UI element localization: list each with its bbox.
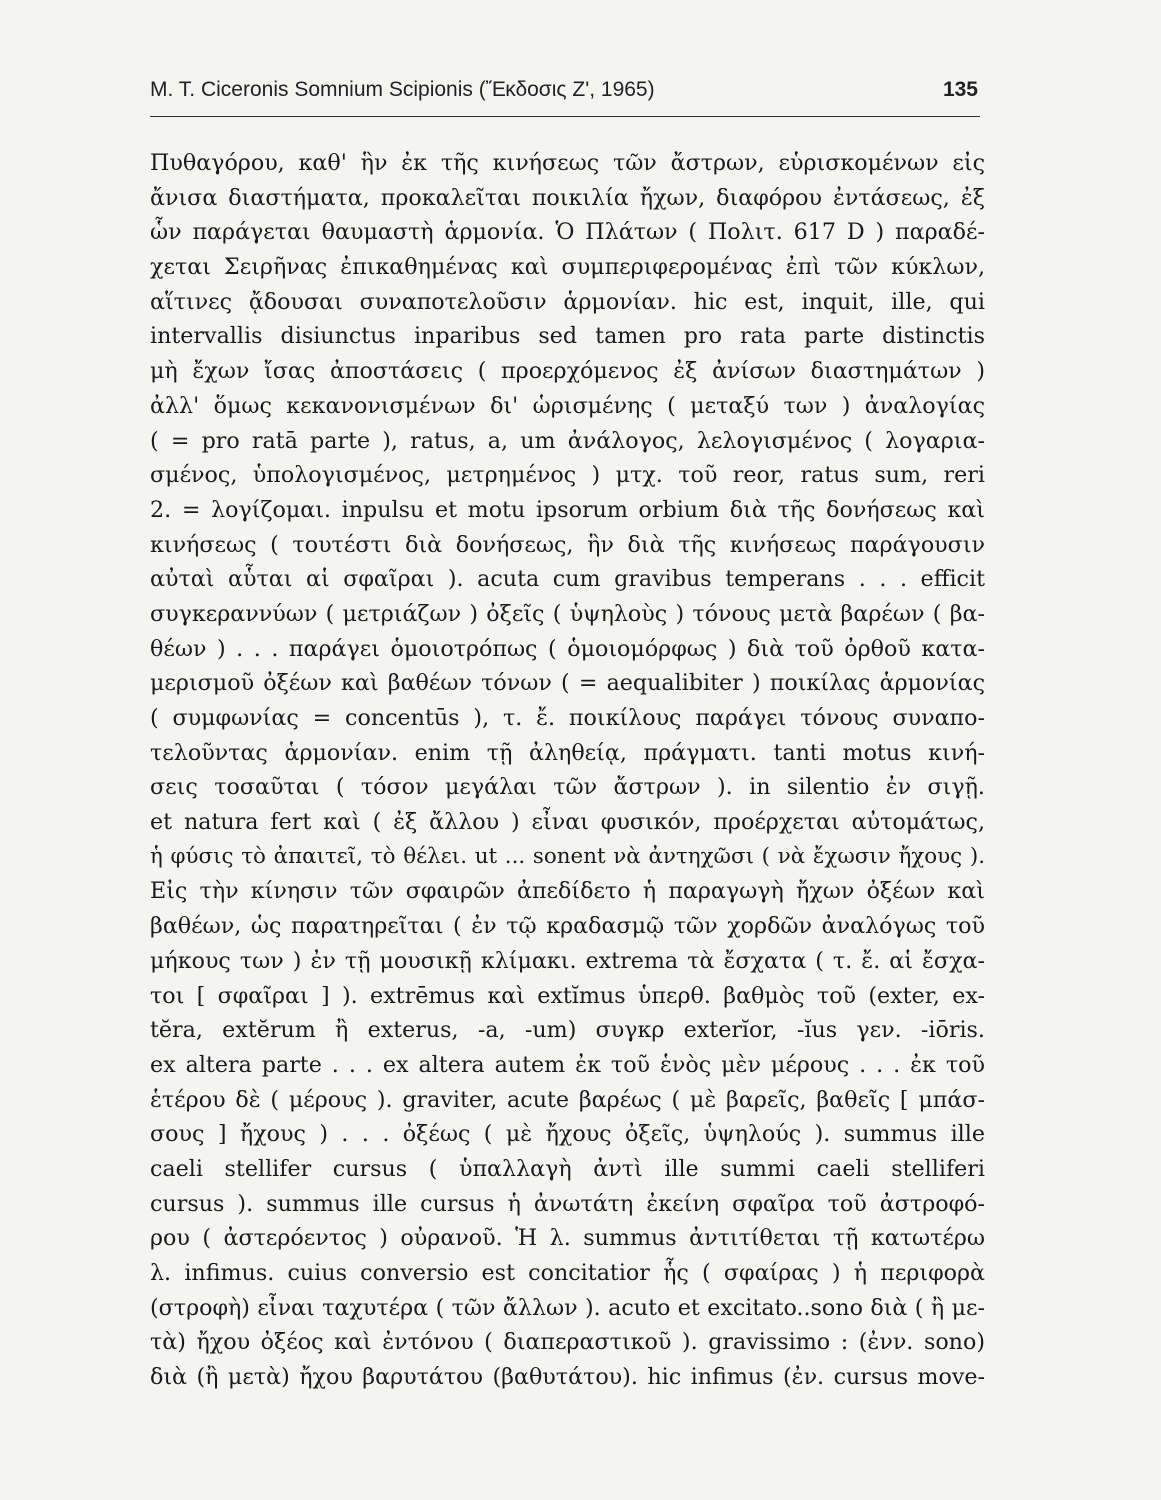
- text-line: μὴ ἔχων ἴσας ἀποστάσεις ( προερχόμενος ἐξ ἀνίσων διαστημάτων ): [150, 358, 985, 385]
- text-line: ex altera parte . . . ex altera autem ἐκ τοῦ ἑνὸς μὲν μέρους . . . ἐκ τοῦ: [150, 1051, 985, 1078]
- text-line: Εἰς τὴν κίνησιν τῶν σφαιρῶν ἀπεδίδετο ἡ παραγωγὴ ἤχων ὀξέων καὶ: [150, 878, 985, 905]
- text-line: λ. infimus. cuius conversio est concitatior ἧς ( σφαίρας ) ἡ περιφορὰ: [150, 1260, 985, 1286]
- text-line: tĕra, extĕrum ἢ exterus, -a, -um) συγκρ exterĭor, -ĭus γεν. -iōris.: [150, 1017, 985, 1044]
- text-line: ἑτέρου δὲ ( μέρους ). graviter, acute βαρέως ( μὲ βαρεῖς, βαθεῖς [ μπάσ-: [150, 1086, 985, 1113]
- running-head: [150, 76, 980, 116]
- text-line: et natura fert καὶ ( ἐξ ἄλλου ) εἶναι φυσικόν, προέρχεται αὐτομάτως,: [150, 809, 985, 836]
- text-line: ρου ( ἀστερόεντος ) οὐρανοῦ. Ἡ λ. summus ἀντιτίθεται τῇ κατωτέρω: [150, 1225, 985, 1252]
- text-line: ἀλλ' ὅμως κεκανονισμένων δι' ὡρισμένης ( μεταξύ των ) ἀναλογίας: [150, 392, 985, 419]
- page-number: 135: [942, 78, 978, 101]
- text-line: τοι [ σφαῖραι ] ). extrēmus καὶ extĭmus ὑπερθ. βαθμὸς τοῦ (exter, ex-: [150, 982, 985, 1009]
- text-line: Πυθαγόρου, καθ' ἣν ἐκ τῆς κινήσεως τῶν ἄστρων, εὑρισκομένων εἰς: [150, 150, 985, 176]
- text-line: ( συμφωνίας = concentūs ), τ. ἔ. ποικίλους παράγει τόνους συναπο-: [150, 705, 985, 731]
- text-line: διὰ (ἢ μετὰ) ἤχου βαρυτάτου (βαθυτάτου). hic infimus (ἐν. cursus move-: [150, 1364, 985, 1391]
- text-line: μερισμοῦ ὀξέων καὶ βαθέων τόνων ( = aequalibiter ) ποικίλας ἁρμονίας: [150, 670, 985, 697]
- header-rule: [150, 116, 980, 117]
- text-line: αὐταὶ αὗται αἱ σφαῖραι ). acuta cum gravibus temperans . . . efficit: [150, 566, 985, 593]
- text-line: ὧν παράγεται θαυμαστὴ ἁρμονία. Ὁ Πλάτων ( Πολιτ. 617 D ) παραδέ-: [150, 219, 985, 246]
- text-line: σμένος, ὑπολογισμένος, μετρημένος ) μτχ. τοῦ reor, ratus sum, reri: [150, 462, 985, 489]
- text-line: σεις τοσαῦται ( τόσον μεγάλαι τῶν ἄστρων ). in silentio ἐν σιγῇ.: [150, 774, 985, 801]
- text-line: συγκεραννύων ( μετριάζων ) ὀξεῖς ( ὑψηλοὺς ) τόνους μετὰ βαρέων ( βα-: [150, 600, 985, 627]
- commentary-text: [150, 146, 985, 1395]
- text-line: σους ] ἤχους ) . . . ὀξέως ( μὲ ἤχους ὀξεῖς, ὑψηλούς ). summus ille: [150, 1121, 985, 1148]
- text-line: intervallis disiunctus inparibus sed tamen pro rata parte distinctis: [150, 323, 985, 350]
- text-line: θέων ) . . . παράγει ὁμοιοτρόπως ( ὁμοιομόρφως ) διὰ τοῦ ὀρθοῦ κατα-: [150, 635, 985, 662]
- text-line: τὰ) ἤχου ὀξέος καὶ ἐντόνου ( διαπεραστικοῦ ). gravissimo : (ἐνν. sono): [150, 1329, 985, 1356]
- text-line: κινήσεως ( τουτέστι διὰ δονήσεως, ἣν διὰ τῆς κινήσεως παράγουσιν: [150, 531, 985, 558]
- text-line: αἵτινες ᾄδουσαι συναποτελοῦσιν ἁρμονίαν. hic est, inquit, ille, qui: [150, 288, 985, 315]
- text-line: ἡ φύσις τὸ ἀπαιτεῖ, τὸ θέλει. ut ... sonent νὰ ἀντηχῶσι ( νὰ ἔχωσιν ἤχους ).: [150, 843, 985, 869]
- text-line: caeli stellifer cursus ( ὑπαλλαγὴ ἀντὶ ille summi caeli stelliferi: [150, 1155, 985, 1182]
- text-line: τελοῦντας ἁρμονίαν. enim τῇ ἀληθείᾳ, πράγματι. tanti motus κινή-: [150, 739, 985, 766]
- text-line: cursus ). summus ille cursus ἡ ἀνωτάτη ἐκείνη σφαῖρα τοῦ ἀστροφό-: [150, 1190, 985, 1217]
- text-line: 2. = λογίζομαι. inpulsu et motu ipsorum orbium διὰ τῆς δονήσεως καὶ: [150, 496, 985, 523]
- text-line: μήκους των ) ἐν τῇ μουσικῇ κλίμακι. extrema τὰ ἔσχατα ( τ. ἔ. αἱ ἔσχα-: [150, 947, 985, 974]
- text-line: ( = pro ratā parte ), ratus, a, um ἀνάλογος, λελογισμένος ( λογαρια-: [150, 427, 985, 454]
- running-title: M. T. Ciceronis Somnium Scipionis (Ἔκδοσις Ζ', 1965): [150, 78, 655, 101]
- text-line: ἄνισα διαστήματα, προκαλεῖται ποικιλία ἤχων, διαφόρου ἐντάσεως, ἐξ: [150, 184, 985, 211]
- text-line: βαθέων, ὡς παρατηρεῖται ( ἐν τῷ κραδασμῷ τῶν χορδῶν ἀναλόγως τοῦ: [150, 913, 985, 940]
- text-line: χεται Σειρῆνας ἐπικαθημένας καὶ συμπεριφερομένας ἐπὶ τῶν κύκλων,: [150, 254, 985, 281]
- text-line: (στροφὴ) εἶναι ταχυτέρα ( τῶν ἄλλων ). acuto et excitato..sono διὰ ( ἢ με-: [150, 1294, 985, 1321]
